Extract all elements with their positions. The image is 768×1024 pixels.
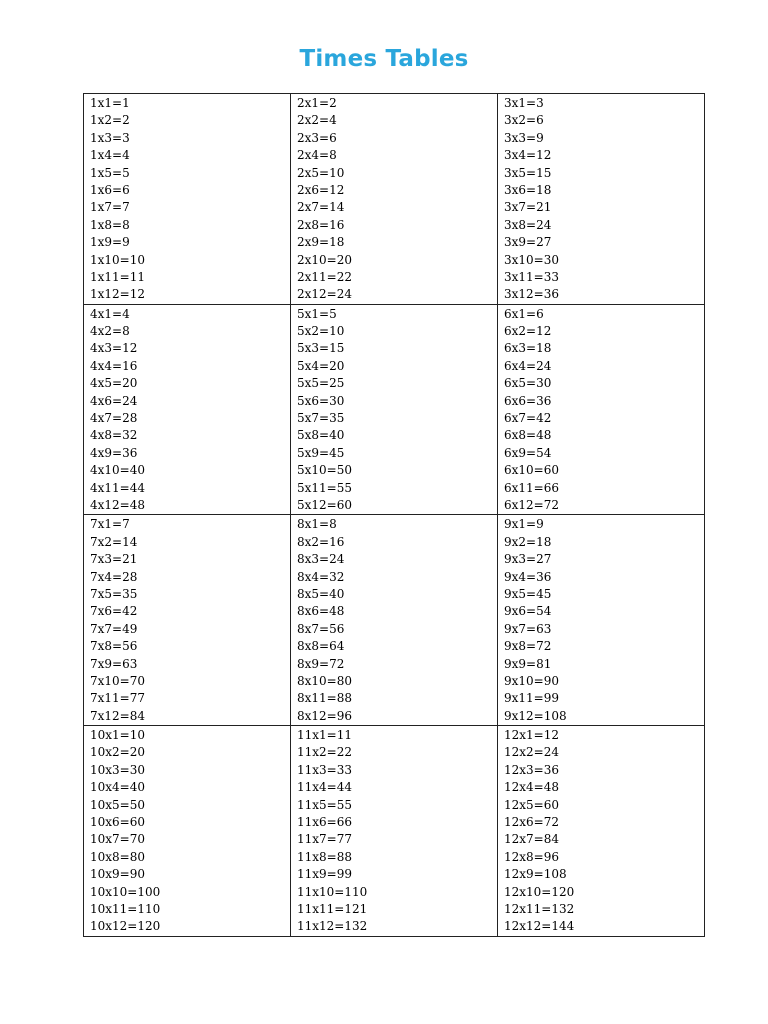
- list-item: 6x12=72: [504, 497, 559, 512]
- list-item: 3x3=9: [504, 130, 544, 145]
- list-item: 10x10=100: [90, 884, 161, 899]
- list-item: 7x7=49: [90, 621, 138, 636]
- list-item: 8x3=24: [297, 552, 345, 567]
- list-item: 1x9=9: [90, 235, 130, 250]
- list-item: 10x12=120: [90, 919, 161, 934]
- list-item: 6x8=48: [504, 428, 552, 443]
- list-item: 5x6=30: [297, 393, 345, 408]
- list-item: 9x10=90: [504, 673, 559, 688]
- list-item: 8x12=96: [297, 708, 352, 723]
- list-item: 8x1=8: [297, 517, 337, 532]
- table-cell-times-2: [291, 94, 498, 305]
- list-item: 6x1=6: [504, 306, 544, 321]
- list-item: 10x1=10: [90, 728, 145, 743]
- list-item: 12x3=36: [504, 762, 559, 777]
- list-item: 2x11=22: [297, 269, 352, 284]
- list-item: 9x2=18: [504, 534, 552, 549]
- list-item: 9x4=36: [504, 569, 552, 584]
- table-cell-times-1: [84, 94, 291, 305]
- list-item: 7x3=21: [90, 552, 138, 567]
- list-item: 6x10=60: [504, 463, 559, 478]
- fact-list: [90, 726, 290, 936]
- list-item: 5x8=40: [297, 428, 345, 443]
- list-item: 2x6=12: [297, 182, 345, 197]
- list-item: 9x1=9: [504, 517, 544, 532]
- list-item: 2x12=24: [297, 287, 352, 302]
- list-item: 3x12=36: [504, 287, 559, 302]
- list-item: 5x10=50: [297, 463, 352, 478]
- list-item: 2x5=10: [297, 165, 345, 180]
- list-item: 9x12=108: [504, 708, 567, 723]
- list-item: 8x6=48: [297, 604, 345, 619]
- list-item: 6x6=36: [504, 393, 552, 408]
- list-item: 12x9=108: [504, 867, 567, 882]
- list-item: 4x6=24: [90, 393, 138, 408]
- list-item: 3x4=12: [504, 148, 552, 163]
- list-item: 5x12=60: [297, 497, 352, 512]
- list-item: 11x7=77: [297, 832, 352, 847]
- list-item: 5x5=25: [297, 376, 345, 391]
- times-tables-grid: [83, 93, 705, 937]
- list-item: 12x7=84: [504, 832, 559, 847]
- list-item: 10x2=20: [90, 745, 145, 760]
- list-item: 7x6=42: [90, 604, 138, 619]
- list-item: 4x7=28: [90, 411, 138, 426]
- list-item: 7x4=28: [90, 569, 138, 584]
- list-item: 8x11=88: [297, 691, 352, 706]
- list-item: 7x2=14: [90, 534, 138, 549]
- list-item: 12x10=120: [504, 884, 575, 899]
- list-item: 2x7=14: [297, 200, 345, 215]
- list-item: 1x1=1: [90, 96, 130, 110]
- table-cell-times-12: [498, 726, 705, 937]
- list-item: 4x1=4: [90, 306, 130, 321]
- list-item: 11x8=88: [297, 849, 352, 864]
- list-item: 12x4=48: [504, 780, 559, 795]
- list-item: 2x10=20: [297, 252, 352, 267]
- list-item: 2x4=8: [297, 148, 337, 163]
- list-item: 5x9=45: [297, 445, 345, 460]
- fact-list: [297, 94, 497, 304]
- fact-list: [504, 305, 704, 515]
- list-item: 10x9=90: [90, 867, 145, 882]
- list-item: 10x8=80: [90, 849, 145, 864]
- list-item: 5x11=55: [297, 480, 352, 495]
- list-item: 3x9=27: [504, 235, 552, 250]
- list-item: 7x9=63: [90, 656, 138, 671]
- list-item: 3x1=3: [504, 96, 544, 110]
- list-item: 3x7=21: [504, 200, 552, 215]
- list-item: 2x1=2: [297, 96, 337, 110]
- list-item: 5x2=10: [297, 324, 345, 339]
- list-item: 12x11=132: [504, 901, 575, 916]
- list-item: 11x10=110: [297, 884, 368, 899]
- list-item: 1x11=11: [90, 269, 145, 284]
- table-cell-times-11: [291, 726, 498, 937]
- table-cell-times-10: [84, 726, 291, 937]
- list-item: 3x8=24: [504, 217, 552, 232]
- list-item: 4x9=36: [90, 445, 138, 460]
- list-item: 8x7=56: [297, 621, 345, 636]
- list-item: 7x10=70: [90, 673, 145, 688]
- list-item: 11x2=22: [297, 745, 352, 760]
- list-item: 4x10=40: [90, 463, 145, 478]
- list-item: 11x11=121: [297, 901, 368, 916]
- list-item: 4x8=32: [90, 428, 138, 443]
- list-item: 6x9=54: [504, 445, 552, 460]
- list-item: 7x8=56: [90, 639, 138, 654]
- list-item: 2x8=16: [297, 217, 345, 232]
- list-item: 6x7=42: [504, 411, 552, 426]
- list-item: 12x5=60: [504, 797, 559, 812]
- fact-list: [504, 515, 704, 725]
- list-item: 6x11=66: [504, 480, 559, 495]
- list-item: 1x3=3: [90, 130, 130, 145]
- list-item: 9x5=45: [504, 586, 552, 601]
- table-cell-times-9: [498, 515, 705, 726]
- list-item: 1x2=2: [90, 113, 130, 128]
- table-row: [84, 304, 705, 515]
- list-item: 9x8=72: [504, 639, 552, 654]
- list-item: 7x11=77: [90, 691, 145, 706]
- list-item: 9x3=27: [504, 552, 552, 567]
- list-item: 12x6=72: [504, 815, 559, 830]
- list-item: 9x7=63: [504, 621, 552, 636]
- list-item: 3x2=6: [504, 113, 544, 128]
- list-item: 3x5=15: [504, 165, 552, 180]
- list-item: 6x5=30: [504, 376, 552, 391]
- list-item: 1x12=12: [90, 287, 145, 302]
- list-item: 7x12=84: [90, 708, 145, 723]
- list-item: 11x12=132: [297, 919, 368, 934]
- list-item: 1x5=5: [90, 165, 130, 180]
- list-item: 4x3=12: [90, 341, 138, 356]
- fact-list: [90, 515, 290, 725]
- table-cell-times-7: [84, 515, 291, 726]
- table-cell-times-6: [498, 304, 705, 515]
- list-item: 2x9=18: [297, 235, 345, 250]
- list-item: 1x10=10: [90, 252, 145, 267]
- fact-list: [90, 305, 290, 515]
- fact-list: [297, 305, 497, 515]
- list-item: 10x11=110: [90, 901, 161, 916]
- list-item: 6x2=12: [504, 324, 552, 339]
- list-item: 4x11=44: [90, 480, 145, 495]
- fact-list: [90, 94, 290, 304]
- list-item: 1x6=6: [90, 182, 130, 197]
- list-item: 3x10=30: [504, 252, 559, 267]
- list-item: 12x12=144: [504, 919, 575, 934]
- fact-list: [504, 726, 704, 936]
- page-title: Times Tables: [299, 46, 469, 72]
- list-item: 7x1=7: [90, 517, 130, 532]
- list-item: 10x3=30: [90, 762, 145, 777]
- fact-list: [297, 726, 497, 936]
- list-item: 1x4=4: [90, 148, 130, 163]
- list-item: 8x10=80: [297, 673, 352, 688]
- table-row: [84, 94, 705, 305]
- list-item: 11x6=66: [297, 815, 352, 830]
- list-item: 11x9=99: [297, 867, 352, 882]
- table-cell-times-3: [498, 94, 705, 305]
- list-item: 5x3=15: [297, 341, 345, 356]
- list-item: 5x7=35: [297, 411, 345, 426]
- list-item: 3x11=33: [504, 269, 559, 284]
- table-cell-times-8: [291, 515, 498, 726]
- list-item: 3x6=18: [504, 182, 552, 197]
- list-item: 11x3=33: [297, 762, 352, 777]
- table-row: [84, 515, 705, 726]
- list-item: 9x6=54: [504, 604, 552, 619]
- fact-list: [504, 94, 704, 304]
- list-item: 11x4=44: [297, 780, 352, 795]
- list-item: 8x4=32: [297, 569, 345, 584]
- list-item: 2x2=4: [297, 113, 337, 128]
- list-item: 10x4=40: [90, 780, 145, 795]
- list-item: 4x4=16: [90, 358, 138, 373]
- list-item: 10x7=70: [90, 832, 145, 847]
- list-item: 5x1=5: [297, 306, 337, 321]
- list-item: 8x2=16: [297, 534, 345, 549]
- list-item: 10x6=60: [90, 815, 145, 830]
- fact-list: [297, 515, 497, 725]
- table-row: [84, 726, 705, 937]
- list-item: 6x3=18: [504, 341, 552, 356]
- list-item: 9x9=81: [504, 656, 552, 671]
- list-item: 6x4=24: [504, 358, 552, 373]
- list-item: 1x7=7: [90, 200, 130, 215]
- list-item: 10x5=50: [90, 797, 145, 812]
- list-item: 12x2=24: [504, 745, 559, 760]
- list-item: 8x5=40: [297, 586, 345, 601]
- list-item: 2x3=6: [297, 130, 337, 145]
- list-item: 4x2=8: [90, 324, 130, 339]
- list-item: 4x12=48: [90, 497, 145, 512]
- table-cell-times-5: [291, 304, 498, 515]
- list-item: 1x8=8: [90, 217, 130, 232]
- list-item: 9x11=99: [504, 691, 559, 706]
- table-cell-times-4: [84, 304, 291, 515]
- list-item: 7x5=35: [90, 586, 138, 601]
- list-item: 5x4=20: [297, 358, 345, 373]
- list-item: 8x8=64: [297, 639, 345, 654]
- list-item: 4x5=20: [90, 376, 138, 391]
- list-item: 11x5=55: [297, 797, 352, 812]
- list-item: 11x1=11: [297, 728, 352, 743]
- list-item: 12x1=12: [504, 728, 559, 743]
- list-item: 8x9=72: [297, 656, 345, 671]
- list-item: 12x8=96: [504, 849, 559, 864]
